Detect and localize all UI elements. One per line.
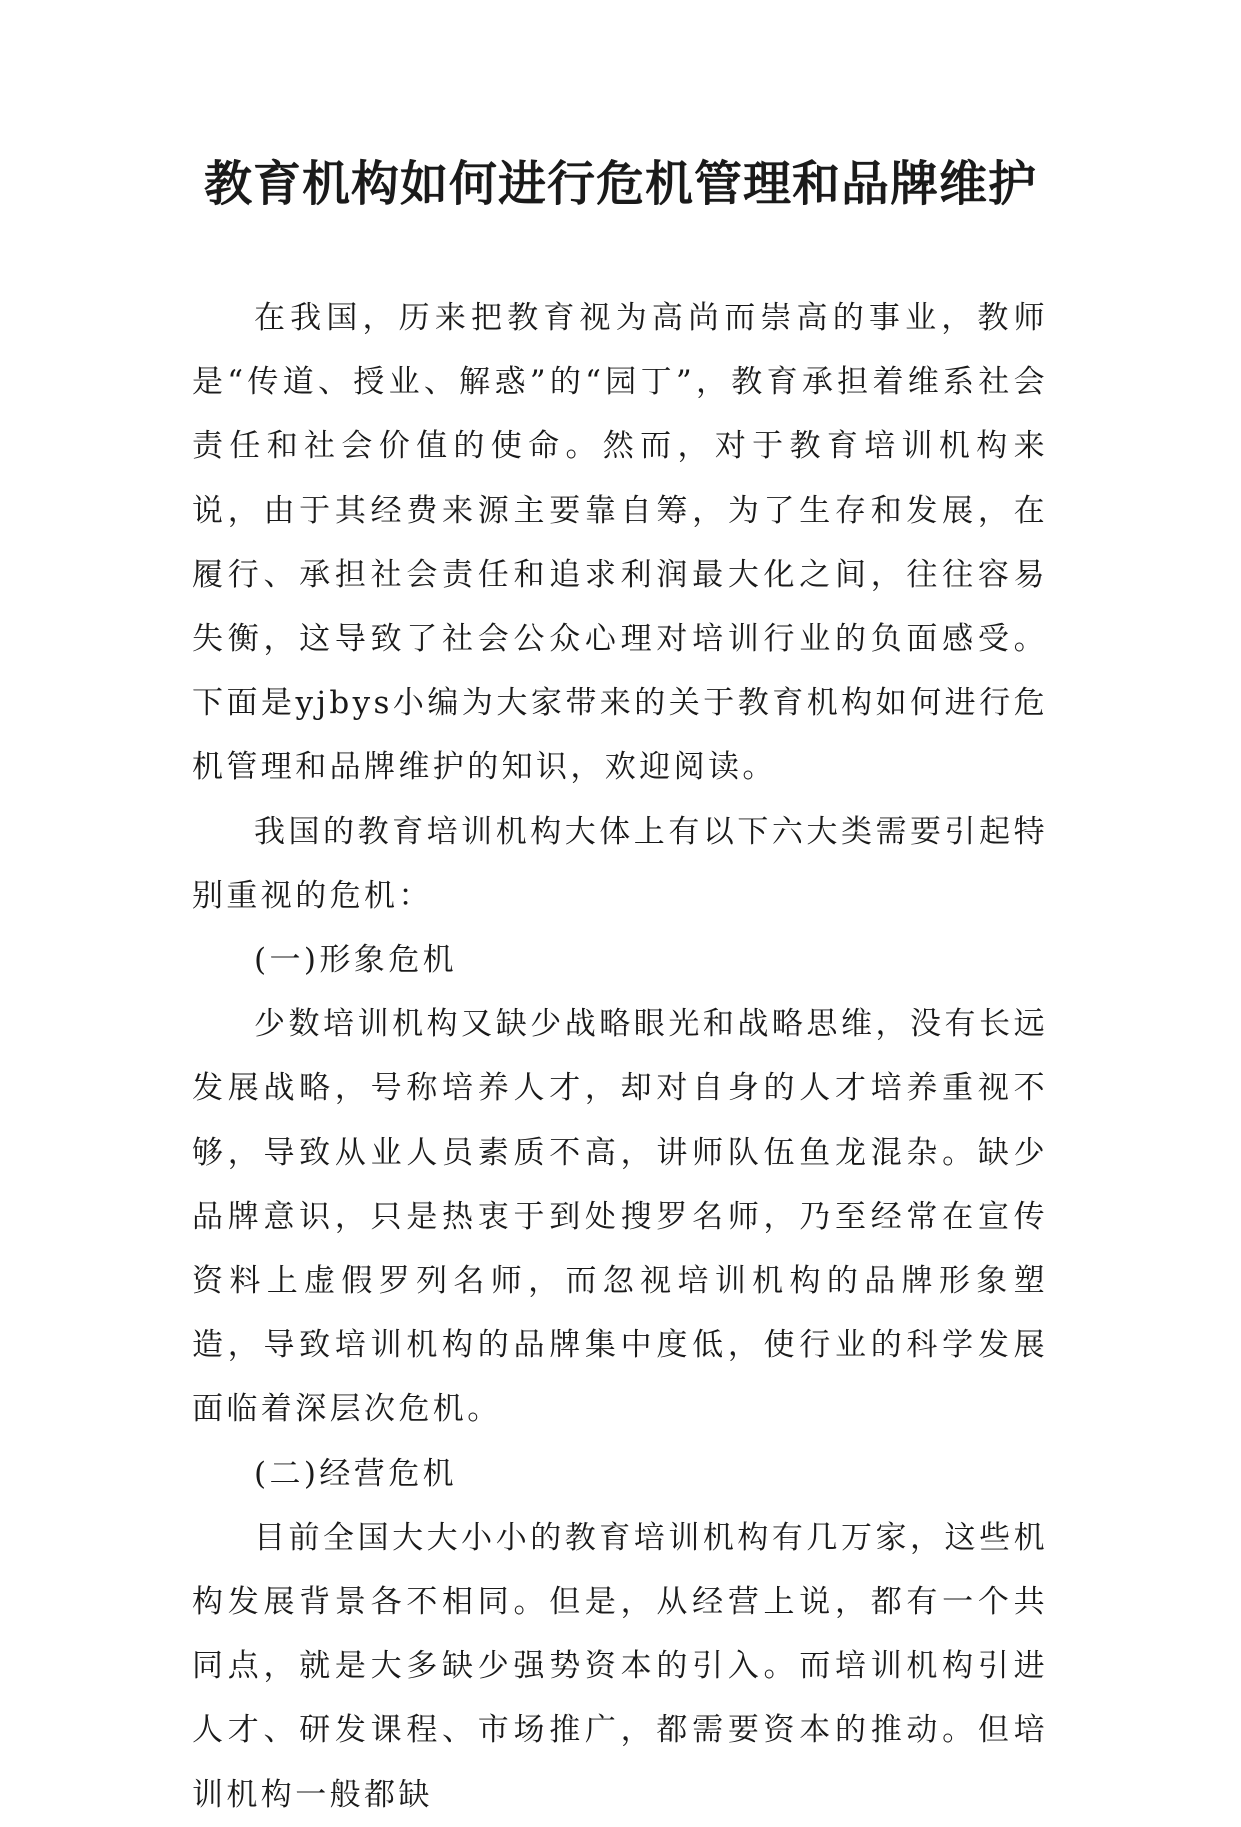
- document-title: 教育机构如何进行危机管理和品牌维护: [203, 156, 1037, 212]
- paragraph-image-crisis: 少数培训机构又缺少战略眼光和战略思维，没有长远发展战略，号称培养人才，却对自身的人才培养重视不够，导致从业人员素质不高，讲师队伍鱼龙混杂。缺少品牌意识，只是热衷于到处搜罗名师，乃至经常在宣传资料上虚假罗列名师，而忽视培训机构的品牌形象塑造，导致培训机构的品牌集中度低，使行业的科学发展面临着深层次危机。: [192, 1006, 1048, 1428]
- paragraph-operation-crisis: 目前全国大大小小的教育培训机构有几万家，这些机构发展背景各不相同。但是，从经营上说，都有一个共同点，就是大多缺少强势资本的引入。而培训机构引进人才、研发课程、市场推广，都需要资本的推动。但培训机构一般都缺: [192, 1519, 1048, 1813]
- section-heading-operation-crisis: (二)经营危机: [254, 1455, 457, 1492]
- paragraph-intro: 在我国，历来把教育视为高尚而崇高的事业，教师是“传道、授业、解惑”的“园丁”，教育承担着维系社会责任和社会价值的使命。然而，对于教育培训机构来说，由于其经费来源主要靠自筹，为了生存和发展，在履行、承担社会责任和追求利润最大化之间，往往容易失衡，这导致了社会公众心理对培训行业的负面感受。下面是yjbys小编为大家带来的关于教育机构如何进行危机管理和品牌维护的知识，欢迎阅读。: [192, 300, 1048, 786]
- document-body: [192, 286, 1048, 1827]
- section-heading-image-crisis: (一)形象危机: [254, 942, 457, 979]
- paragraph-crisis-overview: 我国的教育培训机构大体上有以下六大类需要引起特别重视的危机：: [192, 813, 1048, 914]
